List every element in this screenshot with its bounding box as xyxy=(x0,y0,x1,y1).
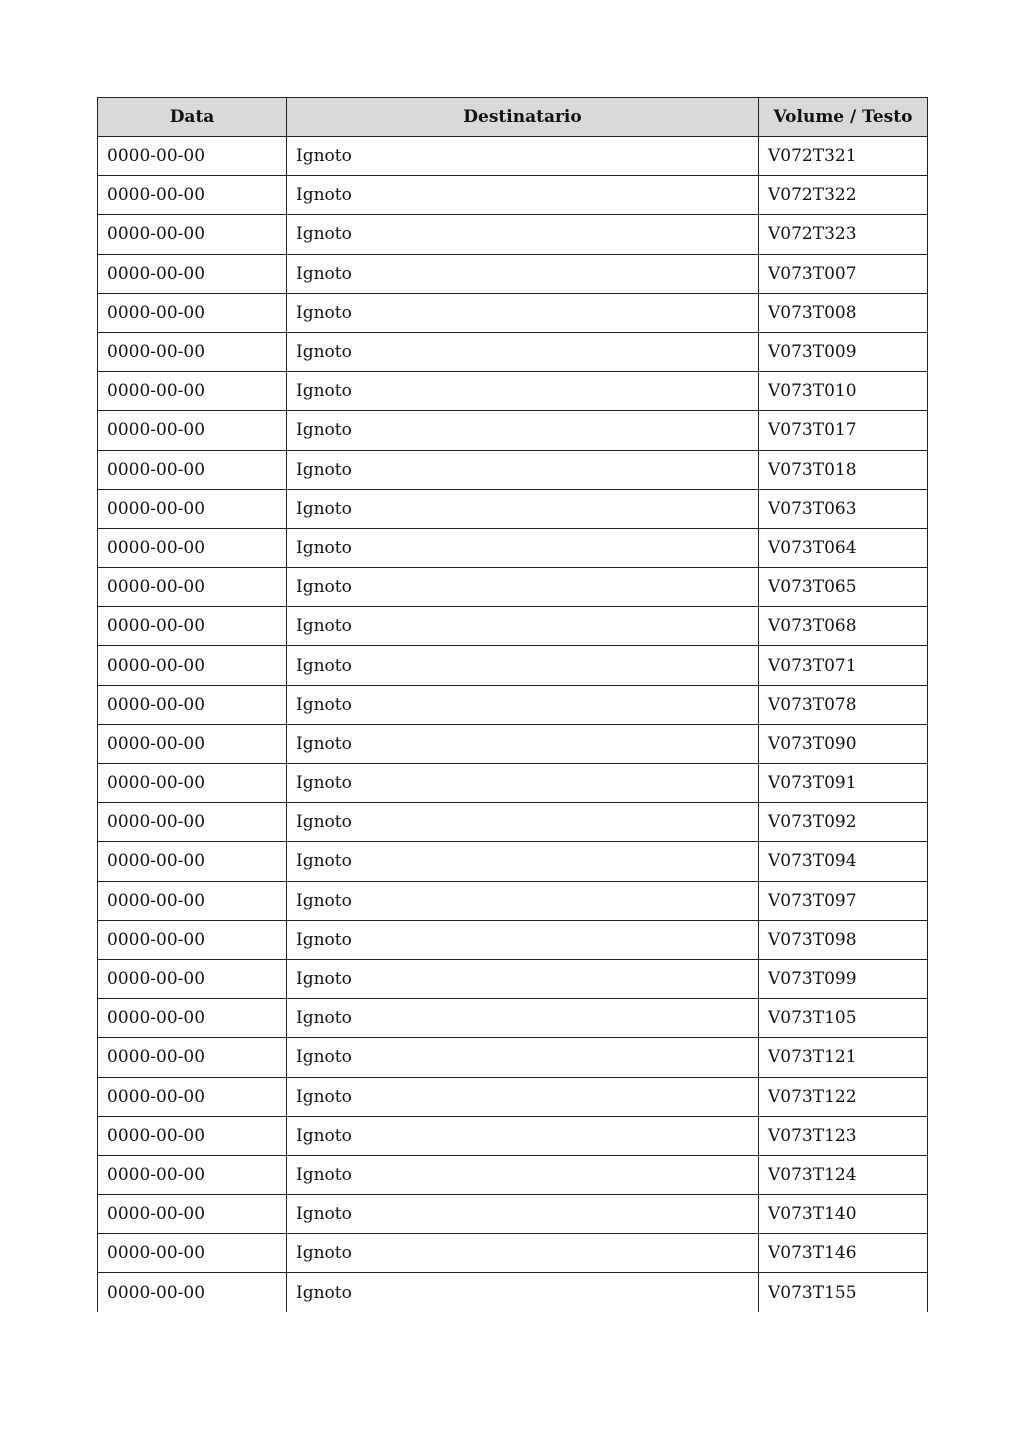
table-row xyxy=(98,254,928,293)
cell-date: 0000-00-00 xyxy=(98,1195,287,1234)
cell-date: 0000-00-00 xyxy=(98,137,287,176)
table-row xyxy=(98,332,928,371)
cell-volume: V072T322 xyxy=(759,176,928,215)
cell-date: 0000-00-00 xyxy=(98,176,287,215)
table-row xyxy=(98,764,928,803)
cell-recipient: Ignoto xyxy=(287,411,759,450)
cell-recipient: Ignoto xyxy=(287,724,759,763)
cell-date: 0000-00-00 xyxy=(98,881,287,920)
cell-volume: V073T064 xyxy=(759,528,928,567)
cell-date: 0000-00-00 xyxy=(98,959,287,998)
cell-date: 0000-00-00 xyxy=(98,1077,287,1116)
cell-recipient: Ignoto xyxy=(287,1077,759,1116)
cell-volume: V073T146 xyxy=(759,1234,928,1273)
table-row xyxy=(98,1195,928,1234)
cell-recipient: Ignoto xyxy=(287,568,759,607)
cell-date: 0000-00-00 xyxy=(98,332,287,371)
column-header-recipient: Destinatario xyxy=(287,98,759,137)
cell-recipient: Ignoto xyxy=(287,176,759,215)
cell-volume: V073T140 xyxy=(759,1195,928,1234)
cell-date: 0000-00-00 xyxy=(98,803,287,842)
cell-volume: V073T008 xyxy=(759,293,928,332)
cell-volume: V073T124 xyxy=(759,1155,928,1194)
cell-recipient: Ignoto xyxy=(287,803,759,842)
cell-date: 0000-00-00 xyxy=(98,411,287,450)
table-row xyxy=(98,724,928,763)
letters-table xyxy=(97,97,928,1312)
table-row xyxy=(98,881,928,920)
cell-date: 0000-00-00 xyxy=(98,1116,287,1155)
cell-recipient: Ignoto xyxy=(287,920,759,959)
cell-volume: V073T091 xyxy=(759,764,928,803)
cell-recipient: Ignoto xyxy=(287,332,759,371)
cell-recipient: Ignoto xyxy=(287,450,759,489)
cell-volume: V073T122 xyxy=(759,1077,928,1116)
cell-volume: V073T010 xyxy=(759,372,928,411)
cell-recipient: Ignoto xyxy=(287,293,759,332)
cell-volume: V073T017 xyxy=(759,411,928,450)
cell-volume: V073T009 xyxy=(759,332,928,371)
table-row xyxy=(98,489,928,528)
table-row xyxy=(98,842,928,881)
cell-date: 0000-00-00 xyxy=(98,489,287,528)
cell-volume: V073T121 xyxy=(759,1038,928,1077)
cell-recipient: Ignoto xyxy=(287,842,759,881)
cell-volume: V073T007 xyxy=(759,254,928,293)
cell-date: 0000-00-00 xyxy=(98,1038,287,1077)
cell-volume: V073T090 xyxy=(759,724,928,763)
cell-recipient: Ignoto xyxy=(287,999,759,1038)
table-row xyxy=(98,1234,928,1273)
cell-volume: V073T105 xyxy=(759,999,928,1038)
cell-volume: V073T092 xyxy=(759,803,928,842)
cell-date: 0000-00-00 xyxy=(98,568,287,607)
cell-recipient: Ignoto xyxy=(287,137,759,176)
cell-date: 0000-00-00 xyxy=(98,1273,287,1312)
cell-recipient: Ignoto xyxy=(287,646,759,685)
table-row xyxy=(98,372,928,411)
cell-volume: V073T099 xyxy=(759,959,928,998)
cell-recipient: Ignoto xyxy=(287,1234,759,1273)
cell-volume: V073T123 xyxy=(759,1116,928,1155)
cell-recipient: Ignoto xyxy=(287,764,759,803)
table-row xyxy=(98,176,928,215)
column-header-date: Data xyxy=(98,98,287,137)
table-row xyxy=(98,1116,928,1155)
cell-recipient: Ignoto xyxy=(287,372,759,411)
table-row xyxy=(98,450,928,489)
table-row xyxy=(98,568,928,607)
table-body xyxy=(98,137,928,1313)
cell-date: 0000-00-00 xyxy=(98,999,287,1038)
cell-date: 0000-00-00 xyxy=(98,920,287,959)
cell-date: 0000-00-00 xyxy=(98,764,287,803)
table-row xyxy=(98,1155,928,1194)
cell-date: 0000-00-00 xyxy=(98,1234,287,1273)
cell-date: 0000-00-00 xyxy=(98,607,287,646)
cell-recipient: Ignoto xyxy=(287,1273,759,1312)
cell-recipient: Ignoto xyxy=(287,1155,759,1194)
table-row xyxy=(98,215,928,254)
cell-volume: V073T063 xyxy=(759,489,928,528)
cell-date: 0000-00-00 xyxy=(98,685,287,724)
header-row xyxy=(98,98,928,137)
cell-date: 0000-00-00 xyxy=(98,215,287,254)
cell-recipient: Ignoto xyxy=(287,1195,759,1234)
table-header xyxy=(98,98,928,137)
table-row xyxy=(98,646,928,685)
table-row xyxy=(98,607,928,646)
cell-volume: V073T094 xyxy=(759,842,928,881)
cell-date: 0000-00-00 xyxy=(98,842,287,881)
cell-date: 0000-00-00 xyxy=(98,646,287,685)
table-row xyxy=(98,920,928,959)
cell-volume: V073T097 xyxy=(759,881,928,920)
cell-volume: V073T018 xyxy=(759,450,928,489)
table-row xyxy=(98,528,928,567)
table-row xyxy=(98,411,928,450)
table-row xyxy=(98,293,928,332)
table-row xyxy=(98,1077,928,1116)
cell-volume: V073T065 xyxy=(759,568,928,607)
table-row xyxy=(98,999,928,1038)
cell-date: 0000-00-00 xyxy=(98,372,287,411)
table-row xyxy=(98,803,928,842)
cell-recipient: Ignoto xyxy=(287,1116,759,1155)
cell-volume: V072T323 xyxy=(759,215,928,254)
table-row xyxy=(98,137,928,176)
cell-volume: V073T098 xyxy=(759,920,928,959)
cell-recipient: Ignoto xyxy=(287,881,759,920)
column-header-volume: Volume / Testo xyxy=(759,98,928,137)
cell-volume: V073T068 xyxy=(759,607,928,646)
cell-recipient: Ignoto xyxy=(287,1038,759,1077)
cell-recipient: Ignoto xyxy=(287,607,759,646)
cell-date: 0000-00-00 xyxy=(98,254,287,293)
cell-volume: V073T071 xyxy=(759,646,928,685)
cell-recipient: Ignoto xyxy=(287,489,759,528)
cell-volume: V072T321 xyxy=(759,137,928,176)
cell-date: 0000-00-00 xyxy=(98,1155,287,1194)
table-row xyxy=(98,1273,928,1312)
cell-recipient: Ignoto xyxy=(287,528,759,567)
cell-recipient: Ignoto xyxy=(287,959,759,998)
cell-date: 0000-00-00 xyxy=(98,293,287,332)
cell-recipient: Ignoto xyxy=(287,215,759,254)
cell-date: 0000-00-00 xyxy=(98,450,287,489)
cell-date: 0000-00-00 xyxy=(98,724,287,763)
table-row xyxy=(98,685,928,724)
cell-recipient: Ignoto xyxy=(287,254,759,293)
cell-volume: V073T155 xyxy=(759,1273,928,1312)
table-row xyxy=(98,959,928,998)
cell-volume: V073T078 xyxy=(759,685,928,724)
table-row xyxy=(98,1038,928,1077)
cell-date: 0000-00-00 xyxy=(98,528,287,567)
cell-recipient: Ignoto xyxy=(287,685,759,724)
